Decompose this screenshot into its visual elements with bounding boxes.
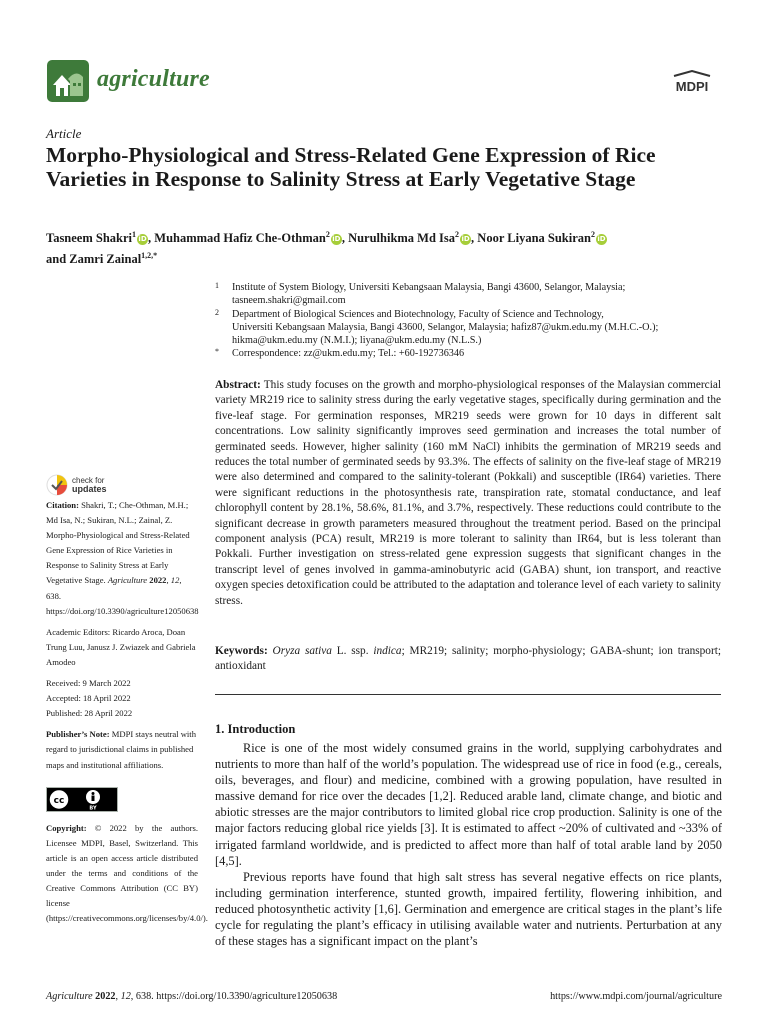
paragraph-text: ]. Germination and emergence are critical stages in the plant’s life cycle for regulating the plant’s efficacy in utilising available water and nutrients. Perturbation at any of these stages has a significant impact on the plant’s xyxy=(215,901,722,949)
mdpi-logo-text: MDPI xyxy=(675,79,709,94)
copyright-block xyxy=(46,821,208,927)
affiliation-entry xyxy=(215,308,725,348)
received-date: Received: 9 March 2022 xyxy=(46,678,131,689)
publisher-note xyxy=(46,727,198,772)
citation-doi[interactable]: , 638. https://doi.org/10.3390/agriculture12050638 xyxy=(46,575,199,616)
citation-volume: 12 xyxy=(170,575,180,586)
introduction-body xyxy=(215,740,722,949)
citation-text: Shakri, T.; Che-Othman, M.H.; Md Isa, N.; Sukiran, N.L.; Zainal, Z. Morpho-Physiological and Stress-Related Gene Expression of Rice Varieties in Response to Salinity Stress at Early Vegetative Stage. xyxy=(46,500,190,586)
affiliation-number: 2 xyxy=(215,307,219,317)
reference-link[interactable]: 1,6 xyxy=(378,901,394,916)
author-list: Tasneem Shakri$^1$iD, Muhammad Hafiz Che-Othman$^2$iD, Nurulhikma Md Isa$^2$iD, Noor Liyana Sukiran$^2$iD and Zamri Zainal$^{1,2,*}$ xyxy=(46,230,606,267)
abstract-label: Abstract: xyxy=(215,379,261,391)
author-name: Tasneem Shakri xyxy=(46,231,133,246)
reference-link[interactable]: 1,2 xyxy=(433,789,449,804)
keywords-label: Keywords: xyxy=(215,645,268,657)
updates-label: updates xyxy=(72,484,107,494)
orcid-icon[interactable]: iD xyxy=(332,235,341,244)
author-name: Zamri Zainal xyxy=(69,252,142,267)
affiliation-line: Department of Biological Sciences and Biotechnology, Faculty of Science and Technology, xyxy=(232,308,604,320)
footer-year: 2022 xyxy=(95,991,116,1002)
sidebar xyxy=(46,474,208,932)
reference-link[interactable]: 4,5 xyxy=(219,853,235,868)
author-name: Nurulhikma Md Isa xyxy=(348,231,456,246)
mdpi-logo-icon xyxy=(666,70,718,96)
footer-journal-url[interactable]: https://www.mdpi.com/journal/agriculture xyxy=(550,991,722,1002)
footer-doi[interactable]: , 638. https://doi.org/10.3390/agriculture12050638 xyxy=(130,991,338,1002)
author-affiliation-number: 1,2,* xyxy=(141,251,158,261)
article-type: Article xyxy=(46,126,82,141)
svg-text:BY: BY xyxy=(89,805,97,812)
copyright-label: Copyright: xyxy=(46,822,87,833)
affiliation-entry xyxy=(215,347,725,360)
affiliation-line: hikma@ukm.edu.my (N.M.I.); liyana@ukm.edu.my (N.L.S.) xyxy=(232,335,482,347)
keyword-indica: indica xyxy=(373,645,402,657)
academic-editors: Academic Editors: Ricardo Aroca, Doan Trung Luu, Janusz J. Zwiazek and Gabriela Amodeo xyxy=(46,626,196,667)
affiliation-line: Correspondence: zz@ukm.edu.my; Tel.: +60-192736346 xyxy=(232,348,465,360)
affiliation-number: * xyxy=(215,347,219,357)
footer-volume: 12 xyxy=(120,991,131,1002)
author-affiliation-number: 2 xyxy=(325,230,330,239)
keyword-list: ; MR219; salinity; morpho-physiology; GABA-shunt; ion transport; antioxidant xyxy=(215,645,721,673)
check-for-updates-badge[interactable] xyxy=(46,474,198,496)
orcid-icon[interactable]: iD xyxy=(597,235,606,244)
paragraph xyxy=(215,869,722,949)
section-divider xyxy=(215,694,721,695)
footer-journal: Agriculture xyxy=(46,991,93,1002)
paragraph-text: Previous reports have found that high salt stress has several negative effects on rice plants, including germination interference, stunted growth, impaired fertility, flowering inhibition, and reduced photosynthetic activity [ xyxy=(215,869,722,916)
affiliation-line: tasneem.shakri@gmail.com xyxy=(232,295,346,307)
check-updates-icon xyxy=(46,474,68,496)
author-affiliation-number: 2 xyxy=(591,230,595,239)
accepted-date: Accepted: 18 April 2022 xyxy=(46,693,131,704)
orcid-icon[interactable]: iD xyxy=(138,235,147,244)
journal-name: agriculture xyxy=(97,66,210,92)
orcid-icon[interactable]: iD xyxy=(461,235,470,244)
cc-by-license-icon[interactable] xyxy=(46,787,118,812)
copyright-text: © 2022 by the authors. Licensee MDPI, Basel, Switzerland. This article is an open access article distributed under the terms and conditions of the Creative Commons Attribution (CC BY) license (https://creativecommons.org/licenses/by/4.0/). xyxy=(46,822,208,924)
published-date: Published: 28 April 2022 xyxy=(46,708,133,719)
keyword-ssp: L. ssp. xyxy=(331,645,374,657)
affiliation-line: Institute of System Biology, Universiti Kebangsaan Malaysia, Bangi 43600, Selangor, Malaysia; xyxy=(232,282,626,293)
citation-label: Citation: xyxy=(46,500,79,510)
article-title: Morpho-Physiological and Stress-Related Gene Expression of Rice Varieties in Response to Salinity Stress at Early Vegetative Stage xyxy=(46,143,656,191)
publisher-note-label: Publisher’s Note: xyxy=(46,729,110,740)
farm-house-logo-icon xyxy=(46,59,90,103)
dates-block xyxy=(46,676,198,721)
abstract xyxy=(215,378,721,609)
paragraph-text: ]. Reduced arable land, climate change, and biotic and abiotic stresses are the major contributors to limited global rice crop production. Salinity is one of the major factors reducing global rice yields [ xyxy=(215,789,722,836)
author-name: Noor Liyana Sukiran xyxy=(477,231,591,246)
affiliation-number: 1 xyxy=(215,281,219,290)
affiliation-entry xyxy=(215,281,725,308)
paragraph-text: ]. xyxy=(234,853,242,868)
citation-journal: Agriculture xyxy=(107,575,148,586)
abstract-text: This study focuses on the growth and morpho-physiological responses of the Malaysian commercial variety MR219 rice to salinity stress during the early vegetative stages, specifically during germination and the five-leaf stage. For germination responses, MR219 seeds were grown for 10 days in different salt concentrations. Low salinity significantly improves seed germination and increases the total number of germinated seeds. However, higher salinity (160 mM NaCl) inhibits the germination of MR219 seeds and reduces the total number of germinated seeds by 93.3%. The effects of salinity on the five-leaf stage of MR219 were also determined and compared to the salinity-tolerant (Pokkali) and susceptible (IR64) varieties. There were significant reductions in the photosynthesis rate, transpiration rate, stomatal conductance, and leaf chlorophyll content by 28.1%, 58.6%, 81.1%, and 3.7%, respectively. These reductions could contribute to the significant decrease in growth parameters measured throughout the treatment period. Based on the principal component analysis (PCA) result, MR219 is more tolerant to salinity than IR64, but is less tolerant than Pokkali. Further investigation on stress-related gene expression suggests that significant changes in the transcript level of genes involved in gamma-aminobutyric acid (GABA) shunt, ion transport, and reactive oxygen species detoxification could be attributed to the adaptation and tolerance level of each variety to salinity stress. xyxy=(215,379,721,607)
svg-text:cc: cc xyxy=(53,795,65,806)
citation-year: 2022 xyxy=(149,575,167,586)
paragraph-text: ]. It is estimated to affect ~20% of cultivated and ~33% of irrigated farmland worldwide, and is predicted to affect more than half of total arable land by 2050 [ xyxy=(215,821,722,868)
author-affiliation-number: 1 xyxy=(132,230,137,239)
author-conjunction: and xyxy=(46,252,70,267)
reference-link[interactable]: 3 xyxy=(424,821,431,836)
section-heading: 1. Introduction xyxy=(215,722,296,736)
check-for-label: check for xyxy=(72,476,105,485)
affiliation-line: Universiti Kebangsaan Malaysia, Bangi 43600, Selangor, Malaysia; hafiz87@ukm.edu.my (M.H.C.-O.); xyxy=(232,321,659,333)
paragraph-text: Rice is one of the most widely consumed grains in the world, supplying carbohydrates and nutrients to more than half of the world’s population. The widespread use of rice in food (e.g., cereals, oils, beverages, and flour) and medicine, combined with a growing population, have resulted in massive demand for rice over the decades [ xyxy=(215,741,722,804)
keywords xyxy=(215,644,721,675)
author-affiliation-number: 2 xyxy=(455,230,460,239)
paragraph xyxy=(215,740,722,869)
citation-block: Citation: Shakri, T.; Che-Othman, M.H.; Md Isa, N.; Sukiran, N.L.; Zainal, Z. Morpho-Physiological and Stress-Related Gene Expression of Rice Varieties in Response to Salinity Stress at Early Vegetative Stage. Agriculture 2022, 12, 638. https://doi.org/10.3390/agriculture12050638 xyxy=(46,500,199,616)
publisher-note-text: MDPI stays neutral with regard to jurisdictional claims in published maps and institutional affiliations. xyxy=(46,729,196,770)
footer-citation: Agriculture 2022, 12, 638. https://doi.org/10.3390/agriculture12050638 xyxy=(46,991,338,1002)
check-updates-text xyxy=(72,476,107,494)
author-name: Muhammad Hafiz Che-Othman xyxy=(154,231,326,246)
affiliations xyxy=(215,281,725,361)
keyword-species: Oryza sativa xyxy=(272,645,332,657)
